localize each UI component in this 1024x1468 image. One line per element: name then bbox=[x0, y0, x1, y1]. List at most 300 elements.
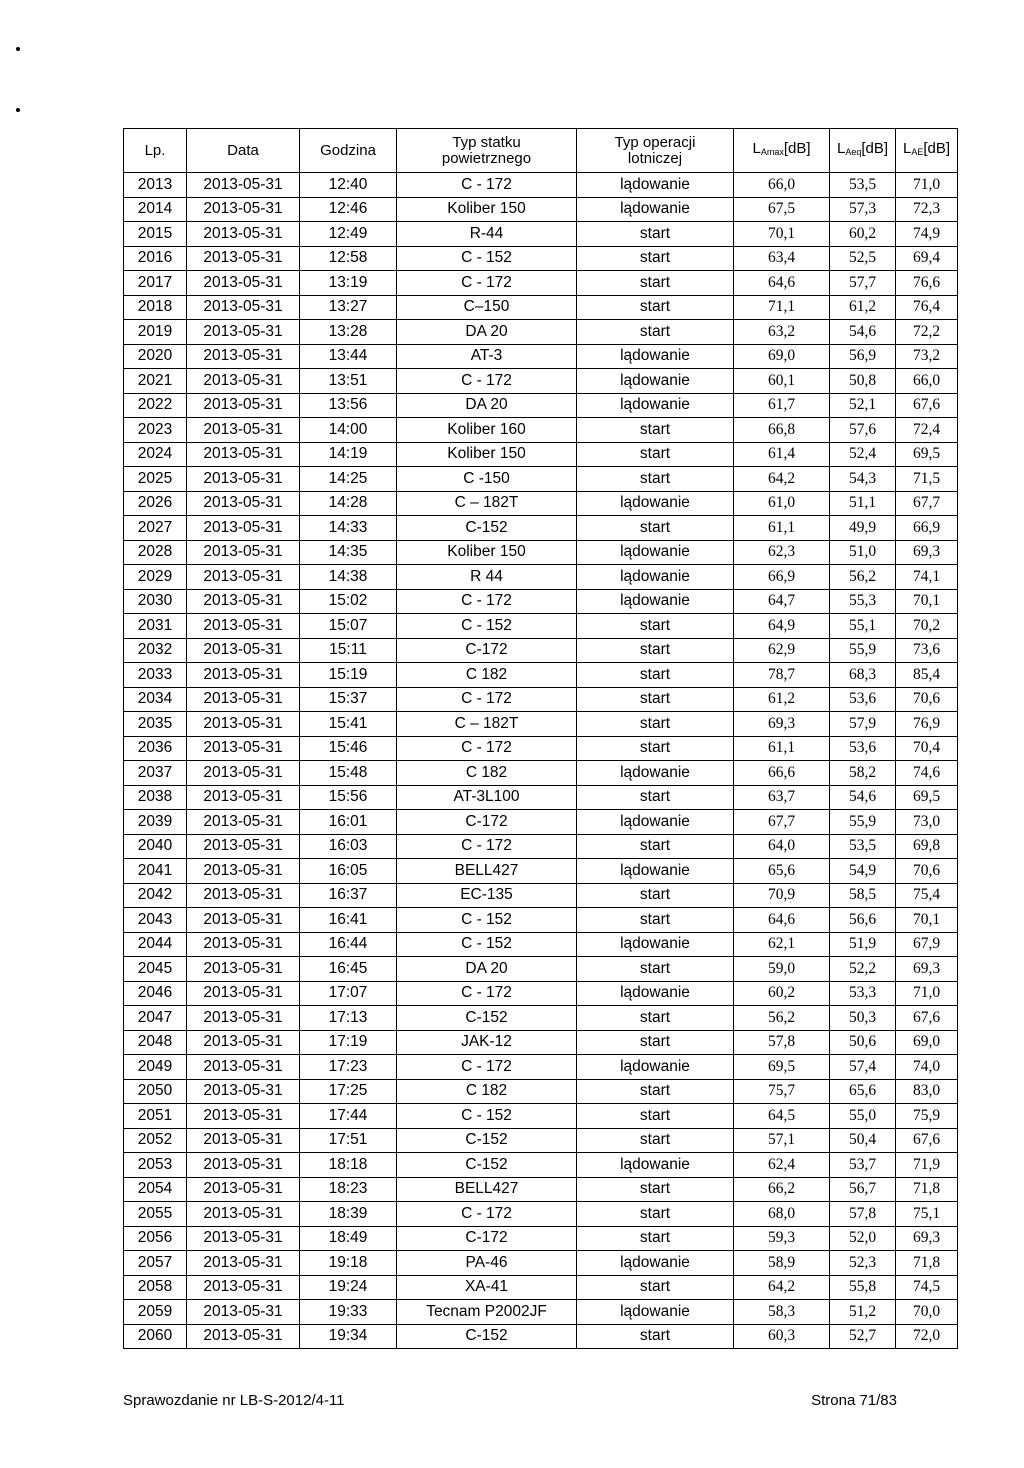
cell-laeq: 54,6 bbox=[830, 785, 896, 810]
cell-lamax: 67,5 bbox=[734, 197, 830, 222]
table-row bbox=[124, 442, 958, 467]
cell-time: 13:19 bbox=[300, 271, 397, 296]
cell-laeq: 65,6 bbox=[830, 1079, 896, 1104]
table-row bbox=[124, 810, 958, 835]
cell-lp: 2043 bbox=[124, 908, 187, 933]
cell-lae: 72,3 bbox=[896, 197, 958, 222]
cell-aircraft-type: C - 172 bbox=[397, 173, 577, 198]
cell-operation-type: lądowanie bbox=[577, 589, 734, 614]
cell-laeq: 55,9 bbox=[830, 638, 896, 663]
cell-lamax: 63,4 bbox=[734, 246, 830, 271]
cell-time: 13:27 bbox=[300, 295, 397, 320]
cell-lamax: 66,0 bbox=[734, 173, 830, 198]
header-godzina: Godzina bbox=[300, 129, 397, 173]
cell-lp: 2033 bbox=[124, 663, 187, 688]
table-row bbox=[124, 516, 958, 541]
table-row bbox=[124, 932, 958, 957]
cell-operation-type: lądowanie bbox=[577, 393, 734, 418]
cell-lae: 72,2 bbox=[896, 320, 958, 345]
cell-operation-type: start bbox=[577, 883, 734, 908]
cell-date: 2013-05-31 bbox=[187, 1275, 300, 1300]
table-row bbox=[124, 859, 958, 884]
cell-lp: 2016 bbox=[124, 246, 187, 271]
table-row bbox=[124, 712, 958, 737]
cell-lp: 2039 bbox=[124, 810, 187, 835]
cell-date: 2013-05-31 bbox=[187, 173, 300, 198]
cell-time: 13:56 bbox=[300, 393, 397, 418]
cell-operation-type: start bbox=[577, 1128, 734, 1153]
cell-operation-type: lądowanie bbox=[577, 1153, 734, 1178]
cell-laeq: 54,9 bbox=[830, 859, 896, 884]
cell-lamax: 71,1 bbox=[734, 295, 830, 320]
cell-lp: 2032 bbox=[124, 638, 187, 663]
cell-lae: 70,1 bbox=[896, 589, 958, 614]
cell-time: 14:38 bbox=[300, 565, 397, 590]
cell-laeq: 68,3 bbox=[830, 663, 896, 688]
cell-lamax: 60,3 bbox=[734, 1324, 830, 1349]
cell-operation-type: start bbox=[577, 1030, 734, 1055]
cell-lamax: 58,3 bbox=[734, 1300, 830, 1325]
cell-operation-type: start bbox=[577, 295, 734, 320]
cell-operation-type: start bbox=[577, 418, 734, 443]
cell-date: 2013-05-31 bbox=[187, 859, 300, 884]
table-row bbox=[124, 369, 958, 394]
cell-laeq: 51,9 bbox=[830, 932, 896, 957]
cell-date: 2013-05-31 bbox=[187, 197, 300, 222]
cell-date: 2013-05-31 bbox=[187, 1153, 300, 1178]
cell-lp: 2041 bbox=[124, 859, 187, 884]
cell-date: 2013-05-31 bbox=[187, 369, 300, 394]
cell-aircraft-type: C - 152 bbox=[397, 908, 577, 933]
cell-lp: 2023 bbox=[124, 418, 187, 443]
cell-date: 2013-05-31 bbox=[187, 1300, 300, 1325]
cell-time: 14:25 bbox=[300, 467, 397, 492]
cell-operation-type: start bbox=[577, 246, 734, 271]
cell-laeq: 56,7 bbox=[830, 1177, 896, 1202]
cell-aircraft-type: Koliber 150 bbox=[397, 540, 577, 565]
cell-date: 2013-05-31 bbox=[187, 565, 300, 590]
cell-lp: 2029 bbox=[124, 565, 187, 590]
cell-operation-type: lądowanie bbox=[577, 1300, 734, 1325]
table-header-row bbox=[124, 129, 958, 173]
cell-operation-type: start bbox=[577, 908, 734, 933]
cell-laeq: 56,6 bbox=[830, 908, 896, 933]
scan-dot-top bbox=[16, 47, 20, 51]
cell-laeq: 53,5 bbox=[830, 173, 896, 198]
cell-laeq: 57,8 bbox=[830, 1202, 896, 1227]
cell-lamax: 61,1 bbox=[734, 516, 830, 541]
cell-lamax: 60,1 bbox=[734, 369, 830, 394]
cell-aircraft-type: R-44 bbox=[397, 222, 577, 247]
table-row bbox=[124, 834, 958, 859]
cell-time: 17:19 bbox=[300, 1030, 397, 1055]
cell-laeq: 57,3 bbox=[830, 197, 896, 222]
cell-lae: 74,9 bbox=[896, 222, 958, 247]
cell-lae: 69,3 bbox=[896, 1226, 958, 1251]
cell-lamax: 56,2 bbox=[734, 1006, 830, 1031]
cell-lamax: 64,7 bbox=[734, 589, 830, 614]
cell-lae: 76,4 bbox=[896, 295, 958, 320]
cell-lp: 2036 bbox=[124, 736, 187, 761]
cell-lamax: 57,1 bbox=[734, 1128, 830, 1153]
cell-laeq: 51,1 bbox=[830, 491, 896, 516]
cell-time: 12:46 bbox=[300, 197, 397, 222]
table-row bbox=[124, 491, 958, 516]
cell-operation-type: lądowanie bbox=[577, 932, 734, 957]
cell-date: 2013-05-31 bbox=[187, 687, 300, 712]
cell-lae: 67,9 bbox=[896, 932, 958, 957]
cell-operation-type: lądowanie bbox=[577, 369, 734, 394]
cell-lp: 2027 bbox=[124, 516, 187, 541]
cell-date: 2013-05-31 bbox=[187, 491, 300, 516]
table-row bbox=[124, 1030, 958, 1055]
cell-laeq: 57,7 bbox=[830, 271, 896, 296]
cell-laeq: 53,7 bbox=[830, 1153, 896, 1178]
cell-time: 14:28 bbox=[300, 491, 397, 516]
cell-time: 18:49 bbox=[300, 1226, 397, 1251]
cell-lp: 2047 bbox=[124, 1006, 187, 1031]
cell-laeq: 56,9 bbox=[830, 344, 896, 369]
cell-lp: 2057 bbox=[124, 1251, 187, 1276]
cell-operation-type: start bbox=[577, 957, 734, 982]
cell-lp: 2015 bbox=[124, 222, 187, 247]
cell-aircraft-type: Koliber 160 bbox=[397, 418, 577, 443]
cell-lp: 2035 bbox=[124, 712, 187, 737]
cell-date: 2013-05-31 bbox=[187, 1202, 300, 1227]
cell-date: 2013-05-31 bbox=[187, 589, 300, 614]
cell-operation-type: start bbox=[577, 785, 734, 810]
cell-aircraft-type: C-152 bbox=[397, 1324, 577, 1349]
cell-operation-type: lądowanie bbox=[577, 981, 734, 1006]
scan-dot-middle bbox=[16, 108, 20, 112]
cell-operation-type: lądowanie bbox=[577, 1055, 734, 1080]
cell-lamax: 59,0 bbox=[734, 957, 830, 982]
cell-date: 2013-05-31 bbox=[187, 810, 300, 835]
cell-aircraft-type: C – 182T bbox=[397, 491, 577, 516]
cell-lp: 2058 bbox=[124, 1275, 187, 1300]
cell-aircraft-type: C-152 bbox=[397, 516, 577, 541]
cell-lae: 67,6 bbox=[896, 1128, 958, 1153]
cell-lp: 2013 bbox=[124, 173, 187, 198]
table-row bbox=[124, 393, 958, 418]
cell-operation-type: start bbox=[577, 1226, 734, 1251]
cell-laeq: 54,6 bbox=[830, 320, 896, 345]
cell-time: 16:45 bbox=[300, 957, 397, 982]
cell-date: 2013-05-31 bbox=[187, 785, 300, 810]
cell-aircraft-type: Koliber 150 bbox=[397, 442, 577, 467]
cell-lp: 2054 bbox=[124, 1177, 187, 1202]
cell-laeq: 55,3 bbox=[830, 589, 896, 614]
cell-lae: 71,0 bbox=[896, 981, 958, 1006]
cell-date: 2013-05-31 bbox=[187, 981, 300, 1006]
cell-operation-type: lądowanie bbox=[577, 491, 734, 516]
cell-aircraft-type: C - 172 bbox=[397, 981, 577, 1006]
cell-laeq: 50,4 bbox=[830, 1128, 896, 1153]
cell-lp: 2046 bbox=[124, 981, 187, 1006]
cell-time: 17:07 bbox=[300, 981, 397, 1006]
cell-lae: 75,4 bbox=[896, 883, 958, 908]
cell-time: 14:33 bbox=[300, 516, 397, 541]
cell-lae: 83,0 bbox=[896, 1079, 958, 1104]
table-row bbox=[124, 1177, 958, 1202]
cell-lamax: 59,3 bbox=[734, 1226, 830, 1251]
cell-time: 13:44 bbox=[300, 344, 397, 369]
cell-aircraft-type: R 44 bbox=[397, 565, 577, 590]
header-lamax: $L_{Amax}[dB]$ bbox=[734, 129, 830, 173]
cell-aircraft-type: C - 152 bbox=[397, 932, 577, 957]
cell-date: 2013-05-31 bbox=[187, 761, 300, 786]
cell-time: 15:02 bbox=[300, 589, 397, 614]
cell-lae: 71,5 bbox=[896, 467, 958, 492]
cell-date: 2013-05-31 bbox=[187, 1030, 300, 1055]
cell-date: 2013-05-31 bbox=[187, 1128, 300, 1153]
cell-operation-type: start bbox=[577, 736, 734, 761]
cell-laeq: 50,3 bbox=[830, 1006, 896, 1031]
cell-laeq: 53,3 bbox=[830, 981, 896, 1006]
cell-operation-type: start bbox=[577, 467, 734, 492]
cell-lp: 2050 bbox=[124, 1079, 187, 1104]
cell-operation-type: start bbox=[577, 516, 734, 541]
cell-lamax: 62,3 bbox=[734, 540, 830, 565]
cell-lamax: 64,9 bbox=[734, 614, 830, 639]
cell-lamax: 57,8 bbox=[734, 1030, 830, 1055]
cell-aircraft-type: EC-135 bbox=[397, 883, 577, 908]
cell-operation-type: lądowanie bbox=[577, 540, 734, 565]
cell-time: 19:24 bbox=[300, 1275, 397, 1300]
table-row bbox=[124, 638, 958, 663]
cell-aircraft-type: C - 172 bbox=[397, 736, 577, 761]
cell-time: 17:44 bbox=[300, 1104, 397, 1129]
cell-lamax: 69,0 bbox=[734, 344, 830, 369]
cell-lamax: 62,1 bbox=[734, 932, 830, 957]
cell-lamax: 69,5 bbox=[734, 1055, 830, 1080]
cell-time: 14:35 bbox=[300, 540, 397, 565]
measurement-table bbox=[123, 128, 958, 1349]
cell-operation-type: start bbox=[577, 271, 734, 296]
cell-lamax: 63,2 bbox=[734, 320, 830, 345]
cell-lamax: 58,9 bbox=[734, 1251, 830, 1276]
cell-lamax: 64,0 bbox=[734, 834, 830, 859]
cell-time: 14:19 bbox=[300, 442, 397, 467]
table-row bbox=[124, 222, 958, 247]
header-lae: $L_{AE}[dB]$ bbox=[896, 129, 958, 173]
cell-time: 16:05 bbox=[300, 859, 397, 884]
cell-date: 2013-05-31 bbox=[187, 246, 300, 271]
cell-lae: 75,1 bbox=[896, 1202, 958, 1227]
cell-lae: 74,6 bbox=[896, 761, 958, 786]
cell-operation-type: start bbox=[577, 1324, 734, 1349]
cell-lae: 70,0 bbox=[896, 1300, 958, 1325]
cell-lae: 70,6 bbox=[896, 859, 958, 884]
cell-aircraft-type: JAK-12 bbox=[397, 1030, 577, 1055]
cell-lae: 73,0 bbox=[896, 810, 958, 835]
cell-laeq: 58,2 bbox=[830, 761, 896, 786]
table-row bbox=[124, 1128, 958, 1153]
cell-lae: 69,8 bbox=[896, 834, 958, 859]
cell-lae: 73,6 bbox=[896, 638, 958, 663]
cell-aircraft-type: C-152 bbox=[397, 1128, 577, 1153]
cell-laeq: 55,0 bbox=[830, 1104, 896, 1129]
cell-laeq: 51,2 bbox=[830, 1300, 896, 1325]
cell-lamax: 64,6 bbox=[734, 908, 830, 933]
table-row bbox=[124, 1324, 958, 1349]
cell-aircraft-type: XA-41 bbox=[397, 1275, 577, 1300]
cell-lp: 2021 bbox=[124, 369, 187, 394]
cell-operation-type: start bbox=[577, 320, 734, 345]
cell-laeq: 58,5 bbox=[830, 883, 896, 908]
cell-time: 15:56 bbox=[300, 785, 397, 810]
cell-lamax: 66,6 bbox=[734, 761, 830, 786]
cell-aircraft-type: Tecnam P2002JF bbox=[397, 1300, 577, 1325]
cell-date: 2013-05-31 bbox=[187, 418, 300, 443]
cell-date: 2013-05-31 bbox=[187, 736, 300, 761]
table-row bbox=[124, 614, 958, 639]
cell-lamax: 60,2 bbox=[734, 981, 830, 1006]
cell-lp: 2052 bbox=[124, 1128, 187, 1153]
cell-operation-type: start bbox=[577, 712, 734, 737]
cell-lp: 2049 bbox=[124, 1055, 187, 1080]
cell-lae: 69,4 bbox=[896, 246, 958, 271]
cell-lae: 74,0 bbox=[896, 1055, 958, 1080]
cell-aircraft-type: C - 152 bbox=[397, 614, 577, 639]
table-row bbox=[124, 1006, 958, 1031]
cell-date: 2013-05-31 bbox=[187, 1104, 300, 1129]
cell-lae: 70,6 bbox=[896, 687, 958, 712]
cell-lp: 2019 bbox=[124, 320, 187, 345]
cell-time: 18:18 bbox=[300, 1153, 397, 1178]
cell-operation-type: lądowanie bbox=[577, 761, 734, 786]
cell-lp: 2022 bbox=[124, 393, 187, 418]
cell-operation-type: start bbox=[577, 222, 734, 247]
cell-lae: 74,5 bbox=[896, 1275, 958, 1300]
cell-aircraft-type: C-152 bbox=[397, 1153, 577, 1178]
cell-aircraft-type: C 182 bbox=[397, 1079, 577, 1104]
cell-date: 2013-05-31 bbox=[187, 222, 300, 247]
cell-lp: 2030 bbox=[124, 589, 187, 614]
cell-aircraft-type: C - 172 bbox=[397, 369, 577, 394]
cell-laeq: 52,7 bbox=[830, 1324, 896, 1349]
cell-date: 2013-05-31 bbox=[187, 614, 300, 639]
cell-aircraft-type: C - 172 bbox=[397, 1055, 577, 1080]
cell-lae: 71,0 bbox=[896, 173, 958, 198]
cell-operation-type: start bbox=[577, 687, 734, 712]
cell-aircraft-type: C-172 bbox=[397, 1226, 577, 1251]
cell-operation-type: start bbox=[577, 663, 734, 688]
cell-lae: 69,5 bbox=[896, 442, 958, 467]
cell-lae: 85,4 bbox=[896, 663, 958, 688]
table-row bbox=[124, 589, 958, 614]
cell-lae: 76,6 bbox=[896, 271, 958, 296]
cell-operation-type: start bbox=[577, 1079, 734, 1104]
cell-operation-type: start bbox=[577, 834, 734, 859]
table-row bbox=[124, 173, 958, 198]
cell-operation-type: lądowanie bbox=[577, 173, 734, 198]
cell-lamax: 68,0 bbox=[734, 1202, 830, 1227]
cell-date: 2013-05-31 bbox=[187, 1177, 300, 1202]
table-row bbox=[124, 320, 958, 345]
cell-laeq: 51,0 bbox=[830, 540, 896, 565]
cell-aircraft-type: C - 172 bbox=[397, 1202, 577, 1227]
table-row bbox=[124, 197, 958, 222]
cell-aircraft-type: C - 172 bbox=[397, 589, 577, 614]
table-row bbox=[124, 1153, 958, 1178]
cell-lamax: 61,1 bbox=[734, 736, 830, 761]
cell-lae: 69,0 bbox=[896, 1030, 958, 1055]
cell-operation-type: start bbox=[577, 1006, 734, 1031]
cell-aircraft-type: C-172 bbox=[397, 810, 577, 835]
cell-time: 17:25 bbox=[300, 1079, 397, 1104]
cell-date: 2013-05-31 bbox=[187, 295, 300, 320]
cell-operation-type: lądowanie bbox=[577, 565, 734, 590]
cell-date: 2013-05-31 bbox=[187, 1324, 300, 1349]
cell-lp: 2040 bbox=[124, 834, 187, 859]
cell-date: 2013-05-31 bbox=[187, 1055, 300, 1080]
cell-lamax: 65,6 bbox=[734, 859, 830, 884]
cell-lamax: 66,2 bbox=[734, 1177, 830, 1202]
table-row bbox=[124, 1202, 958, 1227]
cell-lp: 2034 bbox=[124, 687, 187, 712]
cell-date: 2013-05-31 bbox=[187, 1079, 300, 1104]
cell-time: 19:18 bbox=[300, 1251, 397, 1276]
cell-operation-type: start bbox=[577, 1275, 734, 1300]
cell-lae: 71,8 bbox=[896, 1177, 958, 1202]
cell-laeq: 52,1 bbox=[830, 393, 896, 418]
cell-date: 2013-05-31 bbox=[187, 320, 300, 345]
cell-aircraft-type: C - 152 bbox=[397, 1104, 577, 1129]
cell-laeq: 56,2 bbox=[830, 565, 896, 590]
cell-lp: 2056 bbox=[124, 1226, 187, 1251]
cell-lae: 76,9 bbox=[896, 712, 958, 737]
cell-lae: 69,3 bbox=[896, 957, 958, 982]
cell-lae: 75,9 bbox=[896, 1104, 958, 1129]
table-row bbox=[124, 271, 958, 296]
table-row bbox=[124, 785, 958, 810]
cell-aircraft-type: DA 20 bbox=[397, 393, 577, 418]
cell-lae: 73,2 bbox=[896, 344, 958, 369]
table-row bbox=[124, 908, 958, 933]
cell-laeq: 53,6 bbox=[830, 687, 896, 712]
cell-date: 2013-05-31 bbox=[187, 1226, 300, 1251]
cell-time: 15:07 bbox=[300, 614, 397, 639]
cell-date: 2013-05-31 bbox=[187, 271, 300, 296]
cell-aircraft-type: C 182 bbox=[397, 761, 577, 786]
cell-time: 15:41 bbox=[300, 712, 397, 737]
cell-time: 16:41 bbox=[300, 908, 397, 933]
cell-lp: 2055 bbox=[124, 1202, 187, 1227]
cell-lae: 70,4 bbox=[896, 736, 958, 761]
cell-lamax: 69,3 bbox=[734, 712, 830, 737]
cell-operation-type: lądowanie bbox=[577, 1251, 734, 1276]
cell-operation-type: lądowanie bbox=[577, 344, 734, 369]
cell-date: 2013-05-31 bbox=[187, 393, 300, 418]
cell-time: 18:39 bbox=[300, 1202, 397, 1227]
cell-date: 2013-05-31 bbox=[187, 957, 300, 982]
cell-date: 2013-05-31 bbox=[187, 712, 300, 737]
cell-lae: 67,6 bbox=[896, 393, 958, 418]
cell-time: 18:23 bbox=[300, 1177, 397, 1202]
cell-time: 19:34 bbox=[300, 1324, 397, 1349]
cell-laeq: 57,4 bbox=[830, 1055, 896, 1080]
table-row bbox=[124, 761, 958, 786]
cell-operation-type: lądowanie bbox=[577, 810, 734, 835]
cell-laeq: 55,1 bbox=[830, 614, 896, 639]
table-row bbox=[124, 540, 958, 565]
cell-laeq: 55,8 bbox=[830, 1275, 896, 1300]
cell-lp: 2048 bbox=[124, 1030, 187, 1055]
cell-operation-type: start bbox=[577, 1104, 734, 1129]
cell-operation-type: start bbox=[577, 1202, 734, 1227]
cell-date: 2013-05-31 bbox=[187, 540, 300, 565]
